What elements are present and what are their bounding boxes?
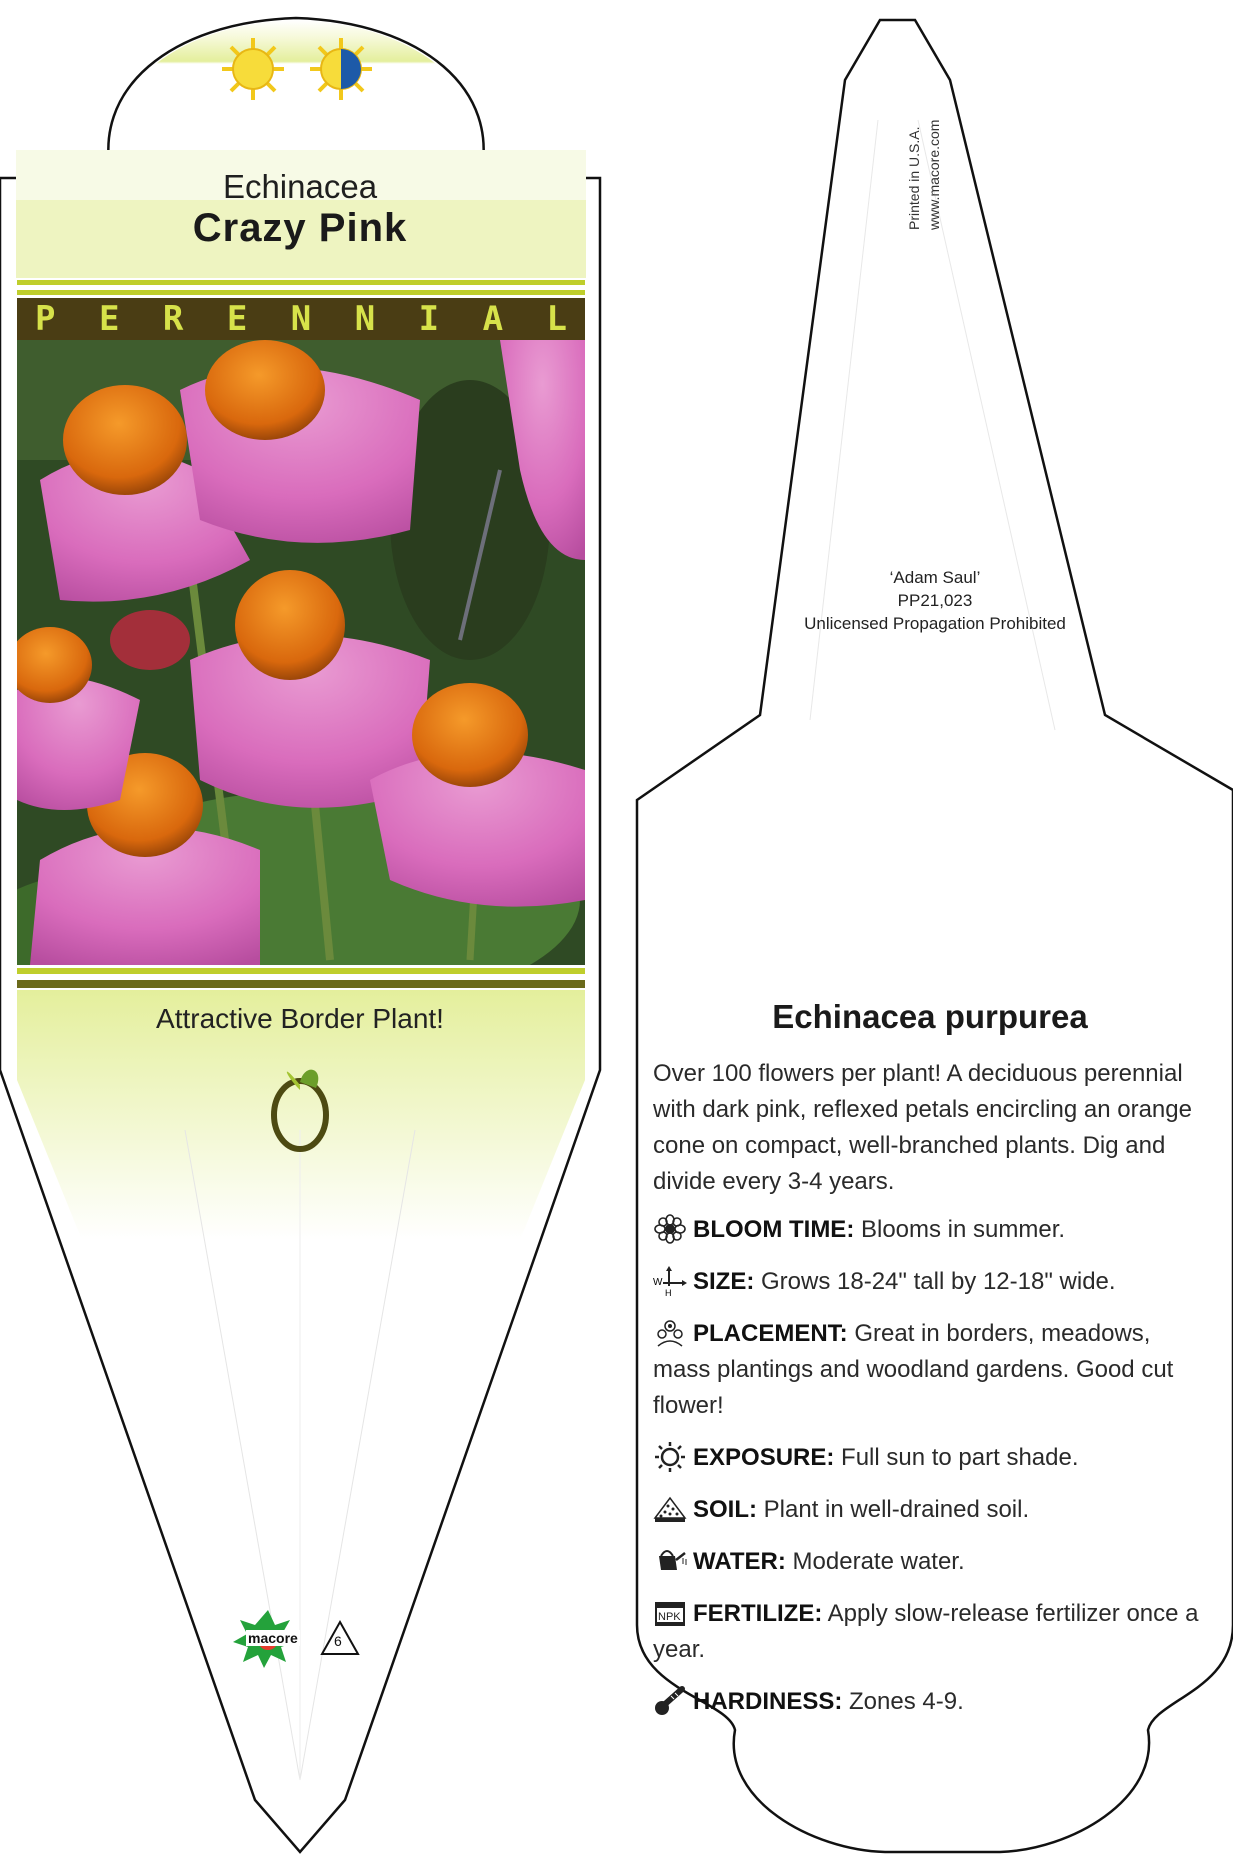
care-text: Full sun to part shade. <box>841 1444 1079 1471</box>
care-label: HARDINESS: <box>693 1688 843 1715</box>
printed-website: www.macore.com <box>926 119 942 230</box>
care-item <box>653 1596 1213 1668</box>
patent-notice: Unlicensed Propagation Prohibited <box>804 614 1066 633</box>
thermometer-icon <box>653 1686 687 1716</box>
perennial-band <box>17 298 585 340</box>
care-item <box>653 1212 1213 1248</box>
care-text: Great in borders, meadows, mass plantings and woodland gardens. Good cut flower! <box>653 1320 1174 1419</box>
care-label: SOIL: <box>693 1496 757 1523</box>
band-letter: E <box>98 299 120 339</box>
band-letter: L <box>546 299 567 339</box>
care-text: Zones 4-9. <box>849 1688 964 1715</box>
plant-description: Over 100 flowers per plant! A deciduous perennial with dark pink, reflexed petals encircling an orange cone on compact, well-branched plants. Dig and divide every 3-4 years. <box>653 1060 1192 1195</box>
size-icon-w: W <box>653 1277 663 1288</box>
care-item <box>653 1544 1213 1580</box>
size-icon-h: H <box>665 1288 672 1296</box>
band-letter: N <box>290 299 312 339</box>
npk-label: NPK <box>658 1611 681 1623</box>
patent-number: PP21,023 <box>897 591 973 610</box>
band-letter: R <box>162 299 184 339</box>
size-icon <box>653 1266 687 1296</box>
band-letter: A <box>482 299 504 339</box>
flower-icon <box>653 1214 687 1244</box>
printed-country: Printed in U.S.A. <box>906 126 922 230</box>
care-text: Plant in well-drained soil. <box>763 1496 1030 1523</box>
care-label: EXPOSURE: <box>693 1444 835 1471</box>
care-text: Blooms in summer. <box>860 1216 1066 1243</box>
brand-name: macore <box>248 1630 298 1646</box>
care-label: WATER: <box>693 1548 786 1575</box>
watering-can-icon <box>653 1546 687 1576</box>
plant-cultivar: Crazy Pink <box>192 206 408 250</box>
band-letter: N <box>354 299 376 339</box>
sun-outline-icon <box>653 1442 687 1472</box>
care-label: PLACEMENT: <box>693 1320 848 1347</box>
care-label: SIZE: <box>693 1268 755 1295</box>
care-text: Grows 18-24" tall by 12-18" wide. <box>761 1268 1116 1295</box>
care-instructions <box>653 1212 1213 1736</box>
care-label: BLOOM TIME: <box>693 1216 855 1243</box>
printed-info <box>906 70 944 245</box>
species-title: Echinacea purpurea <box>772 998 1088 1035</box>
npk-icon <box>653 1598 687 1628</box>
part-shade-icon <box>310 38 372 100</box>
full-sun-icon <box>222 38 284 100</box>
tagline: Attractive Border Plant! <box>156 1003 444 1034</box>
flower-photo <box>0 340 585 1010</box>
recycle-code: 6 <box>334 1633 342 1649</box>
care-item <box>653 1440 1213 1476</box>
band-letter: E <box>226 299 248 339</box>
care-text: Moderate water. <box>792 1548 965 1575</box>
care-item <box>653 1316 1213 1424</box>
band-letter: I <box>418 299 440 339</box>
band-letter: P <box>35 299 56 339</box>
placement-icon <box>653 1318 687 1348</box>
plant-genus: Echinacea <box>222 168 378 205</box>
care-item <box>653 1264 1213 1300</box>
care-item <box>653 1684 1213 1720</box>
patent-info <box>740 566 1130 635</box>
patent-name: ‘Adam Saul’ <box>889 568 981 587</box>
soil-icon <box>653 1494 687 1524</box>
care-label: FERTILIZE: <box>693 1600 823 1627</box>
care-text: Apply slow-release fertilizer once a year. <box>653 1600 1199 1663</box>
care-item <box>653 1492 1213 1528</box>
